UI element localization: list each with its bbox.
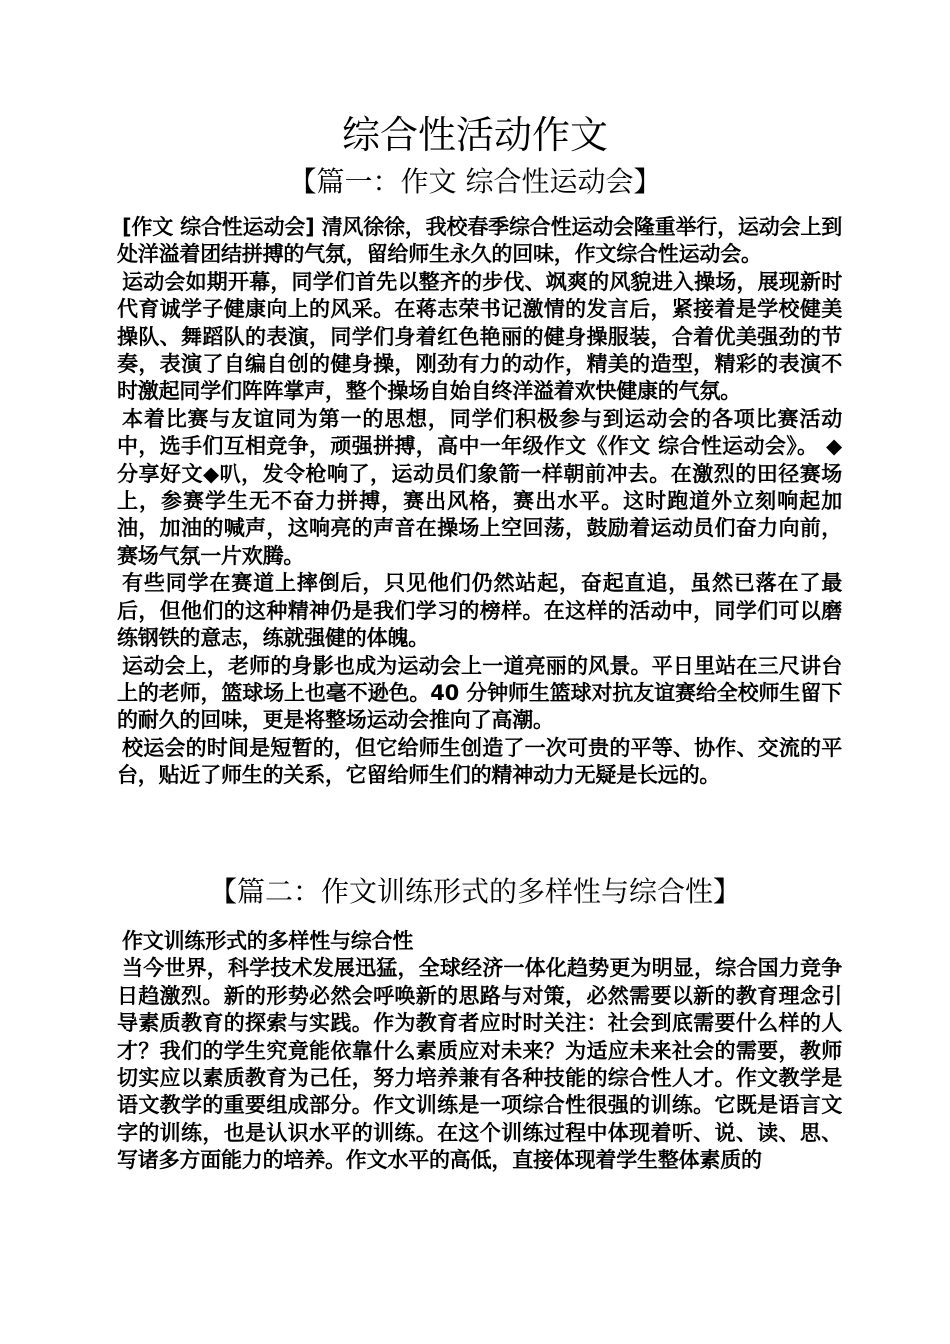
section-1-heading: 【篇一：作文 综合性运动会】: [288, 165, 662, 198]
paragraph: 运动会如期开幕，同学们首先以整齐的步伐、飒爽的风貌进入操场，展现新时代育诚学子健康向上的风采。在蒋志荣书记激情的发言后，紧接着是学校健美操队、舞蹈队的表演，同学们身着红色艳丽的健身操服装，合着优美强劲的节奏，表演了自编自创的健身操，刚劲有力的动作，精美的造型，精彩的表演不时激起同学们阵阵掌声，整个操场自始自终洋溢着欢快健康的气氛。: [117, 269, 842, 404]
paragraph: 本着比赛与友谊同为第一的思想，同学们积极参与到运动会的各项比赛活动中，选手们互相竞争，顽强拼搏，高中一年级作文《作文 综合性运动会》。 ◆分享好文◆叭，发令枪响了，运动员们象箭一样朝前冲去。在激烈的田径赛场上，参赛学生无不奋力拼搏，赛出风格，赛出水平。这时跑道外立刻响起加油，加油的喊声，这响亮的声音在操场上空回荡，鼓励着运动员们奋力向前，赛场气氛一片欢腾。: [117, 406, 842, 568]
section-1-body: [117, 214, 842, 790]
section-2-body: [117, 928, 842, 1175]
paragraph: 运动会上，老师的身影也成为运动会上一道亮丽的风景。平日里站在三尺讲台上的老师，篮球场上也毫不逊色。40 分钟师生篮球对抗友谊赛给全校师生留下的耐久的回味，更是将整场运动会推向了高潮。: [117, 653, 842, 733]
paragraph: 当今世界，科学技术发展迅猛，全球经济一体化趋势更为明显，综合国力竞争日趋激烈。新的形势必然会呼唤新的思路与对策，必然需要以新的教育理念引导素质教育的探索与实践。作为教育者应时时关注：社会到底需要什么样的人才？我们的学生究竟能依靠什么素质应对未来？为适应未来社会的需要，教师切实应以素质教育为己任，努力培养兼有各种技能的综合性人才。作文教学是语文教学的重要组成部分。作文训练是一项综合性很强的训练。它既是语言文字的训练，也是认识水平的训练。在这个训练过程中体现着听、说、读、思、写诸多方面能力的培养。作文水平的高低，直接体现着学生整体素质的: [117, 956, 842, 1173]
paragraph: 校运会的时间是短暂的，但它给师生创造了一次可贵的平等、协作、交流的平台，贴近了师生的关系，它留给师生们的精神动力无疑是长远的。: [117, 735, 842, 788]
paragraph: [作文 综合性运动会] 清风徐徐，我校春季综合性运动会隆重举行，运动会上到处洋溢着团结拼搏的气氛，留给师生永久的回味，作文综合性运动会。: [117, 215, 842, 267]
document-title: 综合性活动作文: [341, 113, 608, 157]
section-2-heading: 【篇二：作文训练形式的多样性与综合性】: [208, 875, 741, 908]
paragraph: 有些同学在赛道上摔倒后，只见他们仍然站起，奋起直追，虽然已落在了最后，但他们的这种精神仍是我们学习的榜样。在这样的活动中，同学们可以磨练钢铁的意志，练就强健的体魄。: [117, 571, 842, 651]
paragraph-subtitle: 作文训练形式的多样性与综合性: [122, 929, 414, 953]
